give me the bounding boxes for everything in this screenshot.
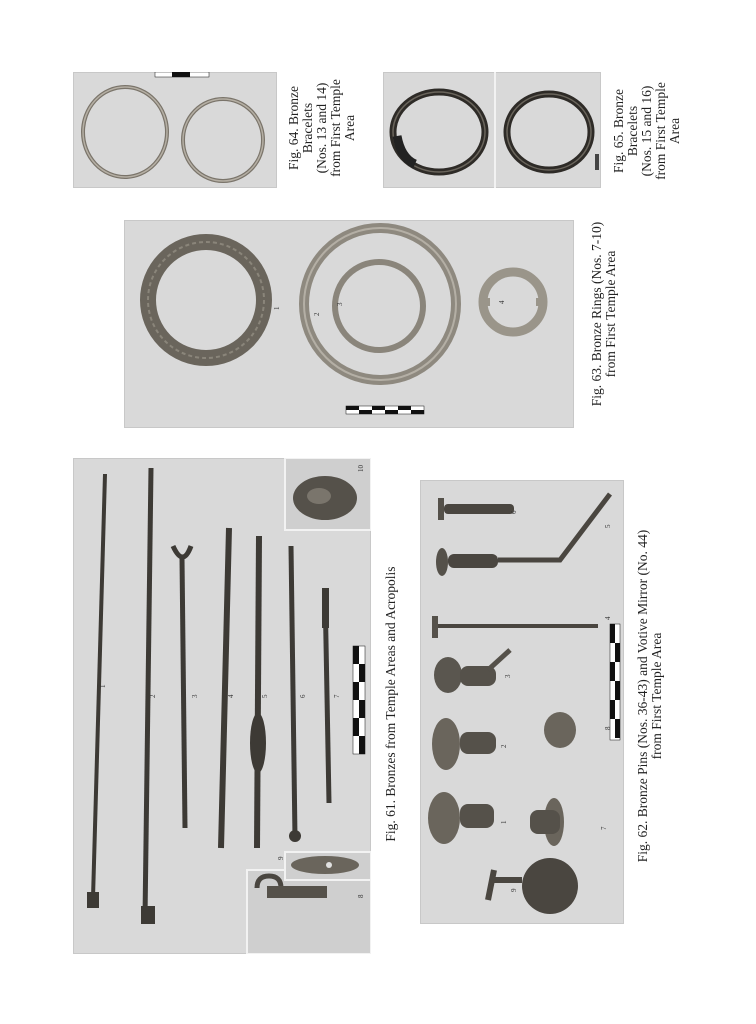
object-number: 1 [500,820,508,824]
fig65-photo-plate [383,72,601,188]
fig65-photo [383,72,601,188]
pin-4 [221,528,229,848]
object-number: 5 [261,694,269,698]
caption-line: Area [667,117,682,145]
caption-line: from First Temple Area [603,250,618,378]
caption-line: Fig. 64. Bronze [286,86,301,170]
fig62-photo-plate [420,480,624,924]
object-9 [291,856,359,874]
object-number: 1 [273,306,281,310]
pin-2 [145,468,151,918]
ring-9 [335,262,423,350]
fig61-caption [384,538,398,870]
object-number: 6 [299,694,307,698]
object-number: 1 [99,684,107,688]
fig63-caption [590,208,618,420]
caption-line: Fig. 65. Bronze [611,89,626,173]
votive-mirror-44 [488,858,578,914]
object-number: 7 [600,826,608,830]
fig62-photo [420,480,624,924]
object-number: 10 [357,465,365,472]
object-number: 8 [604,726,612,730]
object-number: 9 [510,888,518,892]
caption-line: Fig. 61. Bronzes from Temple Areas and Acropolis [383,566,398,842]
object-number: 2 [313,312,321,316]
object-number: 8 [357,894,365,898]
pin-39 [432,616,598,638]
object-number: 4 [498,300,506,304]
caption-line: Bracelets [300,102,315,154]
pin-42 [530,798,564,846]
pin-3 [182,558,185,828]
pin-36 [428,792,494,844]
object-number: 7 [333,694,341,698]
pin-38 [434,650,510,693]
caption-line: Fig. 62. Bronze Pins (Nos. 36-43) and Votive Mirror (No. 44) [635,529,650,863]
object-number: 2 [149,694,157,698]
object-8 [267,886,327,898]
fig63-photo-plate [124,220,574,428]
scale-bar [346,406,424,414]
fig64-photo-plate [73,72,277,188]
caption-line: Bracelets [625,105,640,157]
object-number: 4 [604,616,612,620]
pin-43 [544,712,576,748]
caption-line: (Nos. 15 and 16) [639,85,654,177]
object-number: 6 [510,510,518,514]
object-number: 3 [336,302,344,306]
fig64-caption [287,71,357,185]
caption-line: from First Temple Area [649,632,664,760]
caption-line: Fig. 63. Bronze Rings (Nos. 7-10) [589,221,604,407]
pin-6 [291,546,295,838]
object-number: 4 [227,694,235,698]
scale-bar [610,624,620,740]
object-number: 3 [191,694,199,698]
fig62-caption [636,486,664,906]
pin-37 [432,718,496,770]
caption-line: (Nos. 13 and 14) [314,82,329,174]
object-number: 2 [500,744,508,748]
ring-10 [483,272,543,332]
object-number: 3 [504,674,512,678]
pin-41 [438,498,514,520]
caption-line: from First Temple [653,82,668,180]
scale-bar [353,646,365,754]
pin-5 [257,536,259,848]
object-number: 9 [277,856,285,860]
fig65-caption [612,72,682,190]
caption-line: from First Temple [328,79,343,177]
caption-line: Area [342,114,357,142]
object-number: 5 [604,524,612,528]
fig64-photo [73,72,277,188]
fig61-photo-plate [73,458,371,954]
fig61-photo [73,458,371,954]
fig63-photo [124,220,574,428]
